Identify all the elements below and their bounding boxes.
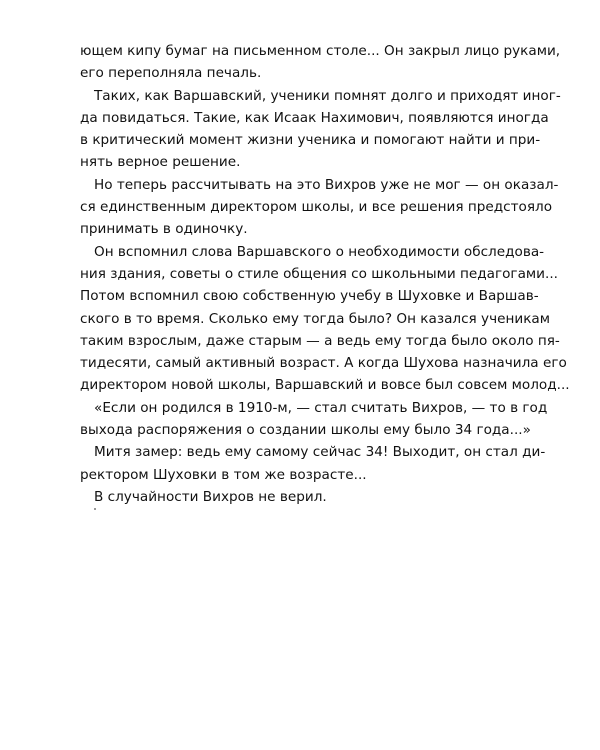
text-line: его переполняла печаль. <box>80 65 262 82</box>
text-line: выхода распоряжения о создании школы ему было 34 года...» <box>80 422 531 439</box>
text-line: тидесяти, самый активный возраст. А когда Шухова назначила его <box>80 355 567 372</box>
text-line: таким взрослым, даже старым — а ведь ему тогда было около пя- <box>80 332 560 349</box>
paragraph-4 <box>80 241 570 397</box>
text-line: директором новой школы, Варшавский и вовсе был совсем молод... <box>80 377 570 394</box>
paragraph-3 <box>80 174 559 241</box>
text-line: принимать в одиночку. <box>80 221 248 238</box>
text-line: в критический момент жизни ученика и помогают найти и при- <box>80 132 541 149</box>
text-line: Но теперь рассчитывать на это Вихров уже не мог — он оказал- <box>94 176 559 193</box>
ink-speck <box>94 508 96 510</box>
text-line: нять верное решение. <box>80 154 241 171</box>
paragraph-2 <box>80 85 561 174</box>
text-line: ния здания, советы о стиле общения со школьными педагогами... <box>80 265 558 282</box>
paragraph-6 <box>80 441 546 486</box>
text-line: Митя замер: ведь ему самому сейчас 34! Выходит, он стал ди- <box>94 444 546 461</box>
body-text <box>80 40 570 508</box>
paragraph-7 <box>80 486 525 508</box>
paragraph-5 <box>80 397 548 442</box>
text-line: да повидаться. Такие, как Исаак Нахимович, появляются иногда <box>80 109 549 126</box>
text-line: ского в то время. Сколько ему тогда было? Он казался ученикам <box>80 310 551 327</box>
paragraph-1 <box>80 40 561 85</box>
text-line: «Если он родился в 1910-м, — стал считать Вихров, — то в год <box>94 399 548 416</box>
text-line: Он вспомнил слова Варшавского о необходимости обследова- <box>94 243 545 260</box>
text-line: Таких, как Варшавский, ученики помнят долго и приходят иног- <box>94 87 561 104</box>
text-line: ющем кипу бумаг на письменном столе... Он закрыл лицо руками, <box>80 43 561 59</box>
text-line: ся единственным директором школы, и все решения предстояло <box>80 199 553 216</box>
text-line: В случайности Вихров не верил. <box>94 488 327 505</box>
text-line: ректором Шуховки в том же возрасте... <box>80 466 367 483</box>
text-line: Потом вспомнил свою собственную учебу в Шуховке и Варшав- <box>80 288 539 305</box>
